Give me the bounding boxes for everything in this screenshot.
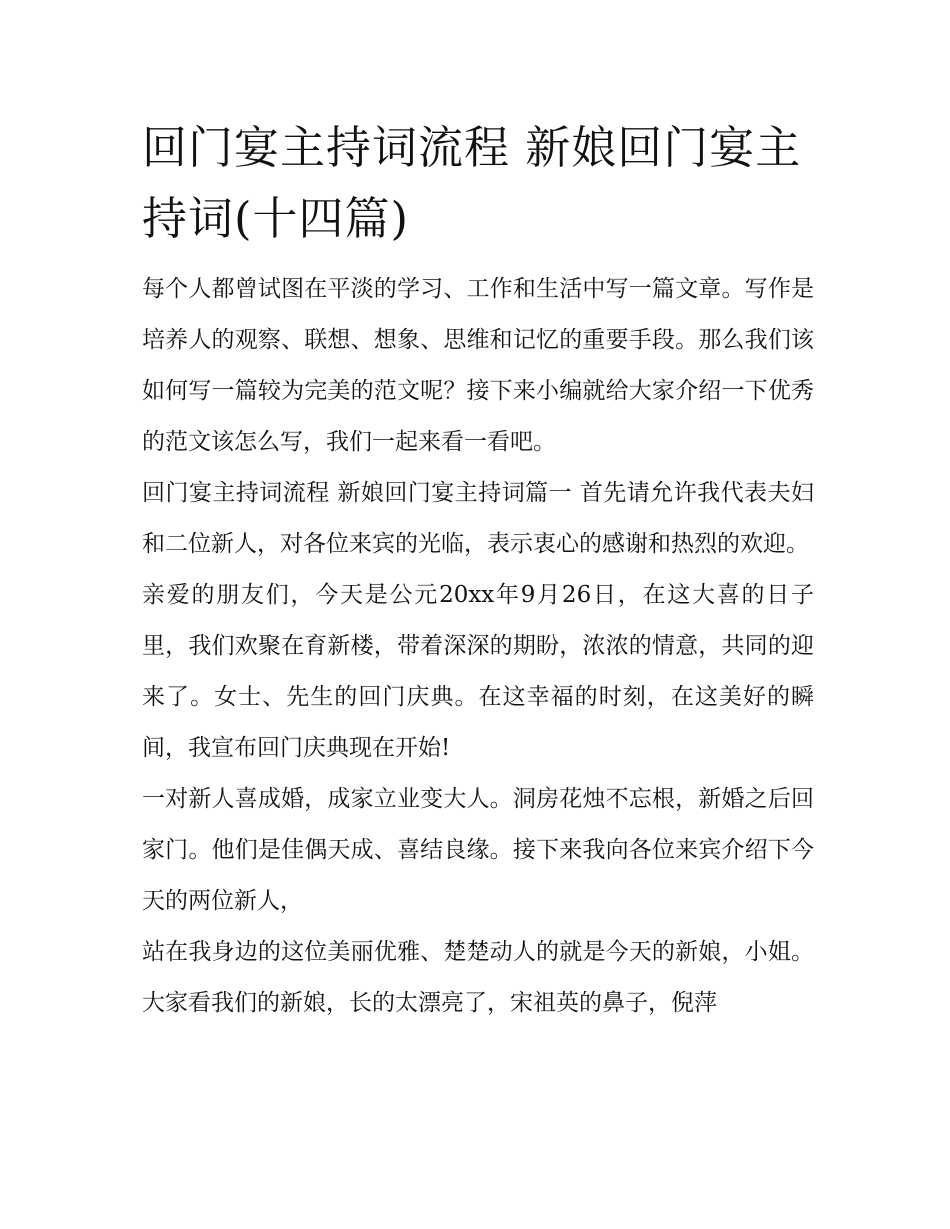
- document-title: 回门宴主持词流程 新娘回门宴主持词(十四篇): [142, 121, 802, 245]
- paragraph-date: 亲爱的朋友们，今天是公元20xx年9月26日，在这大喜的日子里，我们欢聚在育新楼，带着深深的期盼，浓浓的情意，共同的迎来了。女士、先生的回门庆典。在这幸福的时刻，在这美好的瞬间，我宣布回门庆典现在开始!: [142, 582, 814, 761]
- paragraph-intro: 每个人都曾试图在平淡的学习、工作和生活中写一篇文章。写作是培养人的观察、联想、想象、思维和记忆的重要手段。那么我们该如何写一篇较为完美的范文呢？接下来小编就给大家介绍一下优秀的范文该怎么写，我们一起来看一看吧。: [142, 276, 814, 455]
- paragraph-opening: 回门宴主持词流程 新娘回门宴主持词篇一 首先请允许我代表夫妇和二位新人，对各位来宾的光临，表示衷心的感谢和热烈的欢迎。: [142, 480, 814, 557]
- paragraph-couple: 一对新人喜成婚，成家立业变大人。洞房花烛不忘根，新婚之后回家门。他们是佳偶天成、喜结良缘。接下来我向各位来宾介绍下今天的两位新人，: [142, 786, 814, 914]
- document-page: [142, 112, 814, 1029]
- paragraph-bride: 站在我身边的这位美丽优雅、楚楚动人的就是今天的新娘，小姐。大家看我们的新娘，长的太漂亮了，宋祖英的鼻子，倪萍: [142, 939, 814, 1016]
